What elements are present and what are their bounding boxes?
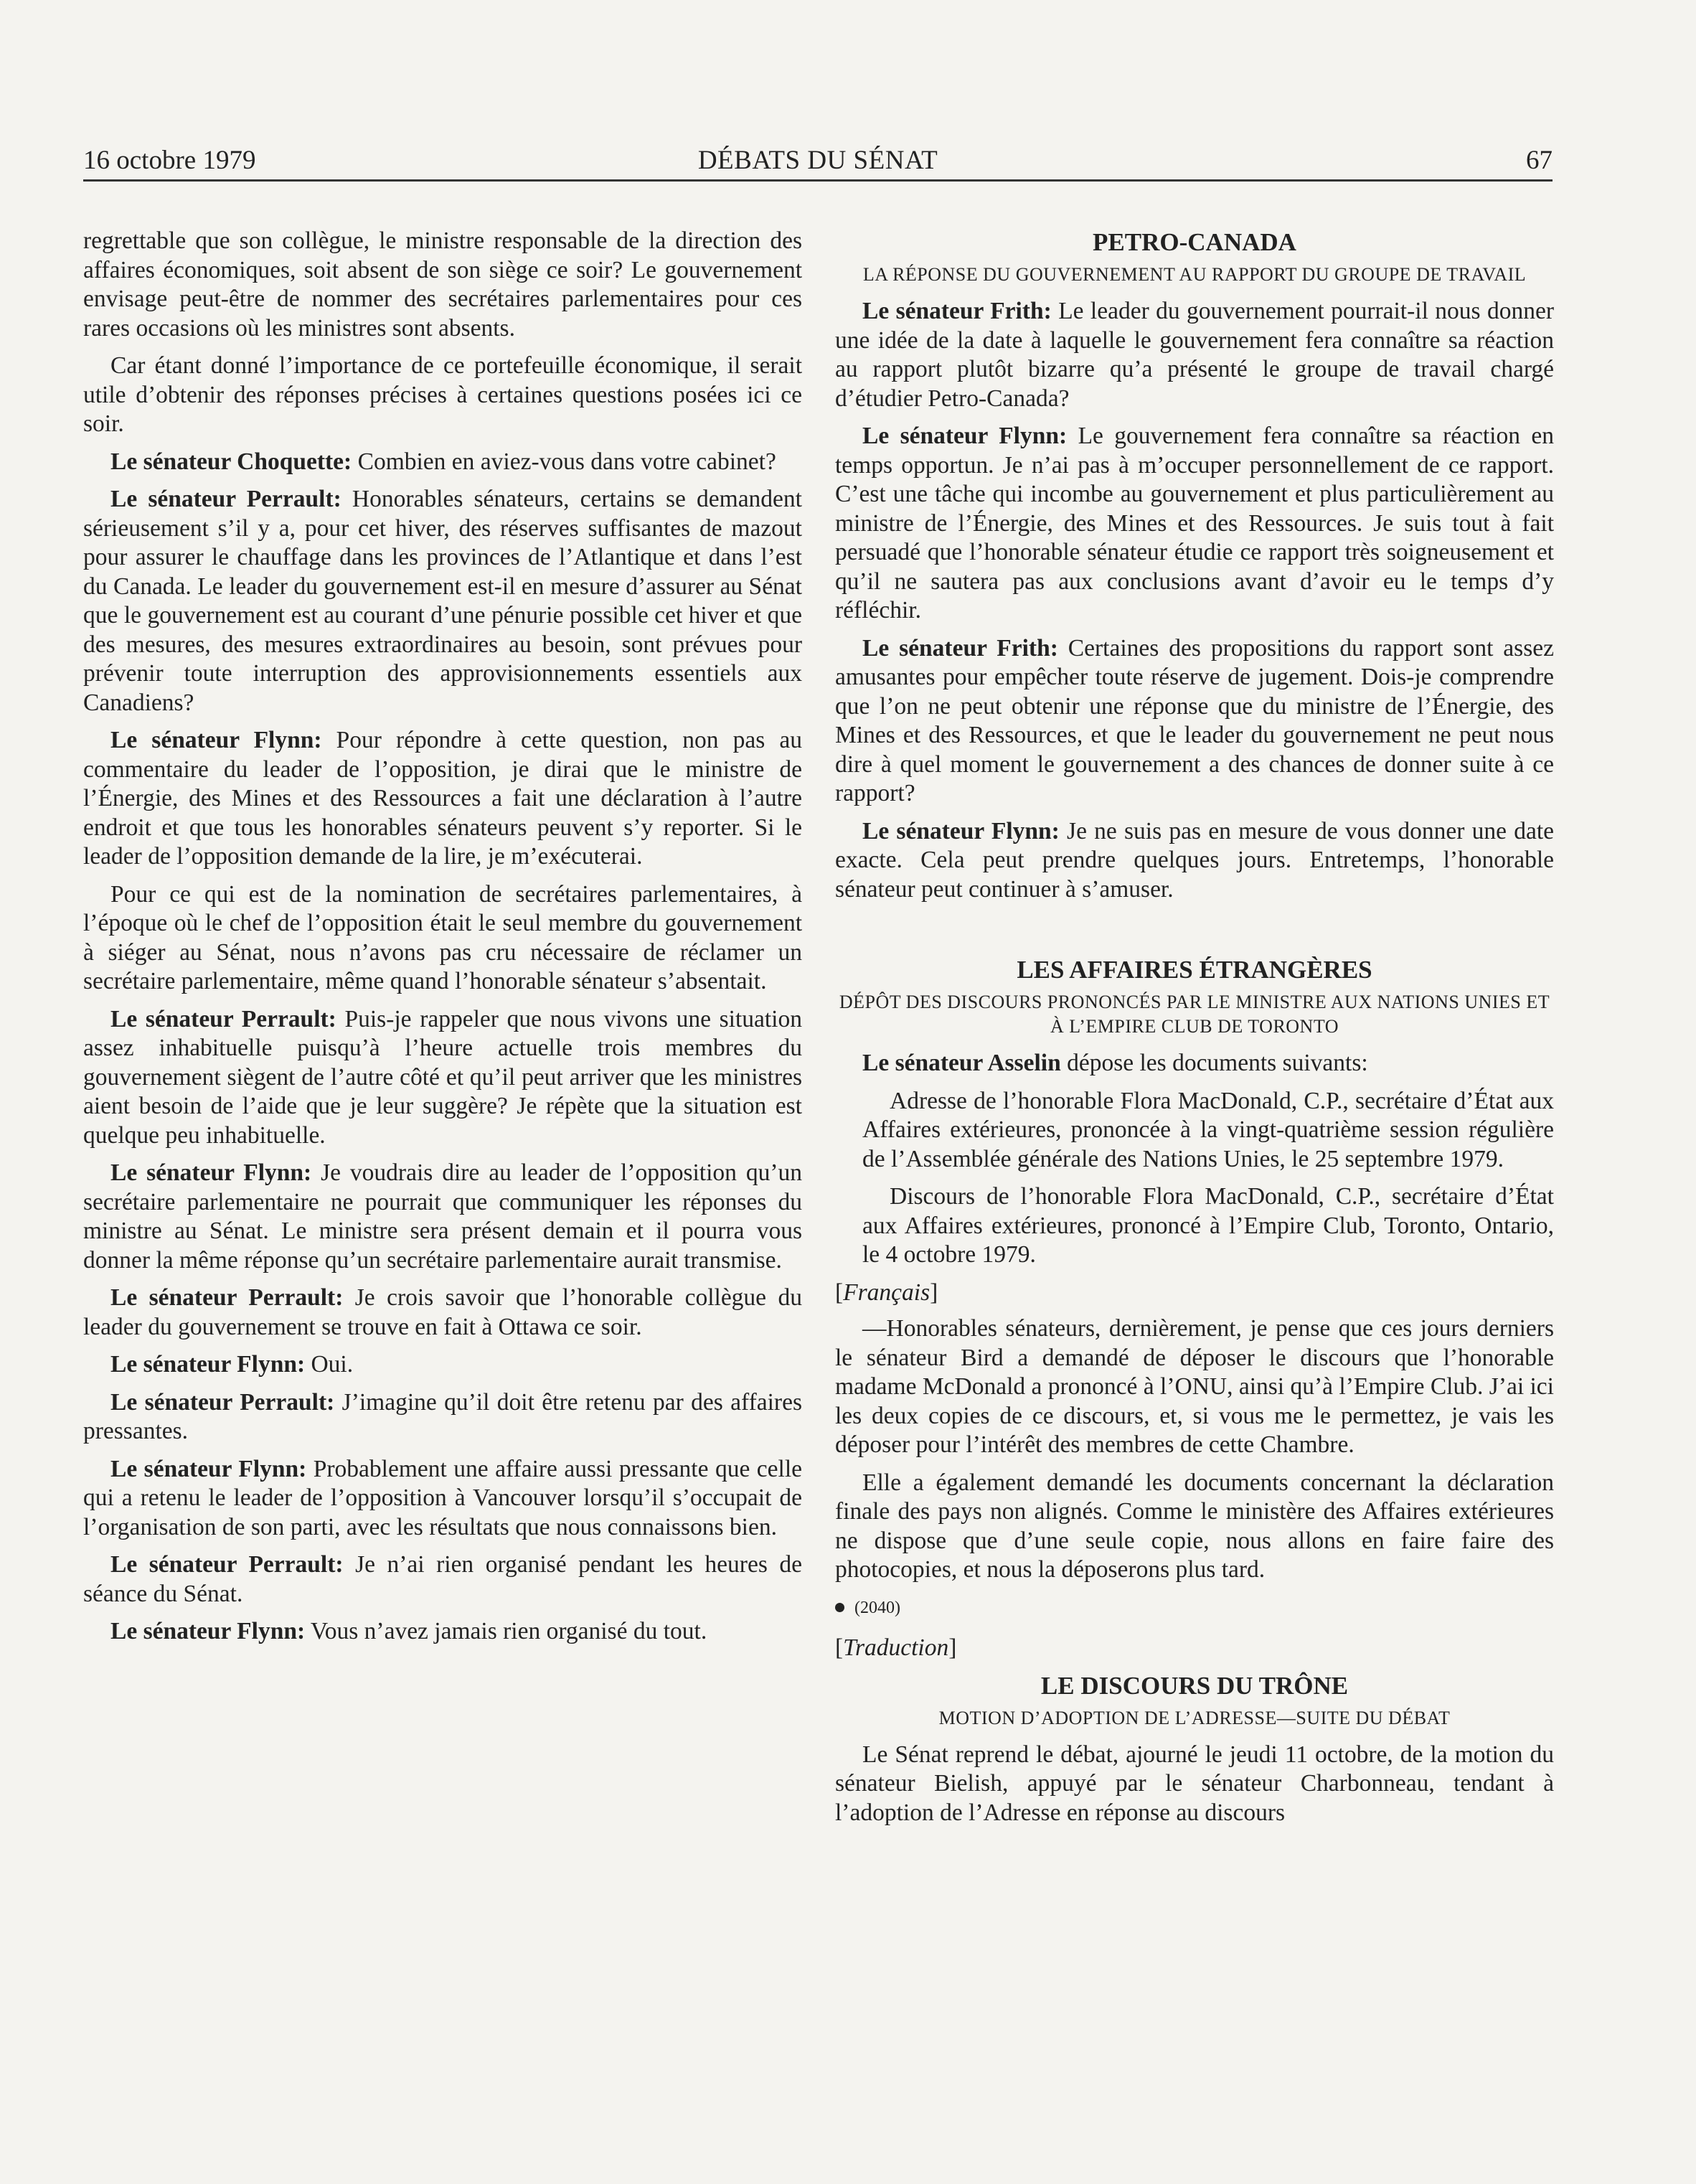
page-header [83,141,1553,182]
speaker-name: Le sénateur Asselin [862,1050,1061,1076]
speaker-name: Le sénateur Flynn: [110,1159,312,1186]
speaker-name: Le sénateur Perrault: [110,1388,335,1416]
paragraph [835,1049,1554,1078]
speech-text: Je voudrais dire au leader de l’opposition qu’un secrétaire parlementaire ne pourrait que communiquer les réponses du ministre au Sénat. Le ministre sera présent demain et il pourra vous donner la même réponse qu’un secrétaire parlementaire aurait transmise. [83,1159,802,1274]
section-title: LE DISCOURS DU TRÔNE [1040,1671,1349,1700]
section-subtitle: DÉPÔT DES DISCOURS PRONONCÉS PAR LE MINISTRE AUX NATIONS UNIES ET À L’EMPIRE CLUB DE TORONTO [839,992,1550,1037]
left-column [83,227,802,1655]
paragraph: Car étant donné l’importance de ce portefeuille économique, il serait utile d’obtenir des réponses précises à certaines questions posées ici ce soir. [83,352,802,437]
paragraph [83,485,802,717]
speech-text: Certaines des propositions du rapport sont assez amusantes pour empêcher toute réserve de jugement. Dois-je comprendre que l’on ne peut obtenir une réponse que du ministre de l’Énergie, des Mines et des Ressources, et que le leader du gouvernement ne peut nous dire à quel moment le gouvernement a des chances de donner suite à ce rapport? [835,634,1554,806]
speech-text: Oui. [305,1351,354,1378]
tabled-document: Discours de l’honorable Flora MacDonald, C.P., secrétaire d’État aux Affaires extérieures, prononcé à l’Empire Club, Toronto, Ontario, le 4 octobre 1979. [862,1183,1554,1268]
section-title: LES AFFAIRES ÉTRANGÈRES [1017,956,1372,984]
paragraph [83,1455,802,1543]
speaker-name: Le sénateur Flynn: [862,423,1068,449]
paragraph [83,448,802,477]
paragraph [83,1159,802,1275]
speech-text: Le gouvernement fera connaître sa réaction en temps opportun. Je n’ai pas à m’occuper personnellement de ce rapport. C’est une tâche qui incombe au gouvernement et plus particulièrement au ministre de l’Énergie, des Mines et des Ressources. Je suis tout à fait persuadé que l’honorable sénateur étudie ce rapport très soigneusement et qu’il ne sautera pas aux conclusions avant d’avoir eu le temps d’y réfléchir. [835,423,1555,623]
header-title: DÉBATS DU SÉNAT [697,146,938,175]
paragraph [83,1550,802,1609]
paragraph [83,1350,802,1380]
paragraph: —Honorables sénateurs, dernièrement, je pense que ces jours derniers le sénateur Bird a demandé de déposer le discours que l’honorable madame McDonald a prononcé à l’ONU, ainsi qu’à l’Empire Club. J’ai ici les deux copies de ce discours, et, si vous me le permettez, je vais les déposer pour l’intérêt des membres de cette Chambre. [835,1315,1554,1458]
speech-text: Honorables sénateurs, certains se demandent sérieusement s’il y a, pour cet hiver, des réserves suffisantes de mazout pour assurer le chauffage dans les provinces de l’Atlantique et dans l’est du Canada. Le leader du gouvernement est-il en mesure d’assurer au Sénat que le gouvernement est au courant d’une pénurie possible cet hiver et que des mesures, des mesures extraordinaires au besoin, sont prévues pour prévenir toute interruption des approvisionnements essentiels aux Canadiens? [83,486,802,716]
paragraph [835,297,1554,413]
speech-text: Je n’ai rien organisé pendant les heures de séance du Sénat. [83,1551,802,1607]
speech-text: Je ne suis pas en mesure de vous donner une date exacte. Cela peut prendre quelques jours. Entretemps, l’honorable sénateur peut continuer à s’amuser. [835,817,1555,903]
speaker-name: Le sénateur Flynn: [110,1618,306,1644]
speech-text: dépose les documents suivants: [1060,1050,1368,1076]
paragraph: Le Sénat reprend le débat, ajourné le jeudi 11 octobre, de la motion du sénateur Bielish, appuyé par le sénateur Charbonneau, tendant à l’adoption de l’Adresse en réponse au discours [835,1741,1554,1826]
speaker-name: Le sénateur Flynn: [862,817,1060,844]
bullet-icon [835,1603,844,1612]
speech-text: Probablement une affaire aussi pressante que celle qui a retenu le leader de l’opposition à Vancouver lorsqu’il s’occupait de l’organisation de son parti, avec les résultats que nous connaissons bien. [83,1455,802,1540]
speaker-name: Le sénateur Choquette: [110,448,352,475]
section-subtitle: MOTION D’ADOPTION DE L’ADRESSE—SUITE DU DÉBAT [938,1707,1451,1728]
paragraph [83,1388,802,1446]
speaker-name: Le sénateur Perrault: [110,486,341,512]
speech-text: Pour répondre à cette question, non pas au commentaire du leader de l’opposition, je dirai que le ministre de l’Énergie, des Mines et des Ressources a fait une déclaration à l’autre endroit et que tous les honorables sénateurs peuvent s’y reporter. Si le leader de l’opposition demande de la lire, je m’exécuterai. [83,727,802,870]
speaker-name: Le sénateur Flynn: [110,1455,307,1482]
section-subtitle: LA RÉPONSE DU GOUVERNEMENT AU RAPPORT DU GROUPE DE TRAVAIL [862,264,1527,285]
language-tag: [Traduction] [835,1634,957,1661]
right-column [835,227,1554,1836]
speech-text: Je crois savoir que l’honorable collègue du leader du gouvernement se trouve en fait à Ottawa ce soir. [83,1284,802,1340]
tabled-document: Adresse de l’honorable Flora MacDonald, C.P., secrétaire d’État aux Affaires extérieures, prononcée à la vingt-quatrième session régulière de l’Assemblée générale des Nations Unies, le 25 septembre 1979. [862,1087,1554,1172]
speech-text: Le leader du gouvernement pourrait-il nous donner une idée de la date à laquelle le gouvernement fera connaître sa réaction au rapport plutôt bizarre qu’a présenté le groupe de travail chargé d’étudier Petro-Canada? [835,298,1554,412]
language-tag: [Français] [835,1279,938,1306]
paragraph: regrettable que son collègue, le ministre responsable de la direction des affaires économiques, soit absent de son siège ce soir? Le gouvernement envisage peut-être de nommer des secrétaires parlementaires pour ces rares occasions où les ministres sont absents. [83,227,802,342]
paragraph [83,1284,802,1342]
speaker-name: Le sénateur Flynn: [110,727,322,753]
paragraph: Elle a également demandé les documents concernant la déclaration finale des pays non alignés. Comme le ministère des Affaires extérieures ne dispose que d’une seule copie, nous allons en faire faire des photocopies, et nous la déposerons plus tard. [835,1469,1554,1583]
speech-text: Combien en aviez-vous dans votre cabinet? [352,448,776,475]
paragraph [83,1617,802,1647]
speaker-name: Le sénateur Frith: [862,634,1058,662]
speaker-name: Le sénateur Perrault: [110,1284,344,1311]
paragraph [83,726,802,872]
paragraph [835,634,1554,809]
speech-text: J’imagine qu’il doit être retenu par des affaires pressantes. [83,1388,802,1444]
page-number: 67 [1526,146,1553,175]
speech-text: Vous n’avez jamais rien organisé du tout. [305,1618,707,1644]
speaker-name: Le sénateur Flynn: [110,1351,306,1378]
paragraph [83,1005,802,1151]
paragraph: Pour ce qui est de la nomination de secrétaires parlementaires, à l’époque où le chef de l’opposition était le seul membre du gouvernement à siéger au Sénat, nous n’avons pas cru nécessaire de réclamer un secrétaire parlementaire, même quand l’honorable sénateur s’absentait. [83,880,802,994]
speech-text: Puis-je rappeler que nous vivons une situation assez inhabituelle puisqu’à l’heure actuelle trois membres du gouvernement siègent de l’autre côté et qu’il peut arriver que les ministres aient besoin de l’aide que je leur suggère? Je répète que la situation est quelque peu inhabituelle. [83,1005,802,1149]
speaker-name: Le sénateur Frith: [862,298,1052,324]
speaker-name: Le sénateur Perrault: [110,1005,336,1032]
section-title: PETRO-CANADA [1093,228,1296,256]
header-date: 16 octobre 1979 [83,146,256,175]
time-marker: (2040) [835,1594,1554,1623]
speaker-name: Le sénateur Perrault: [110,1551,344,1578]
paragraph [835,817,1554,905]
paragraph [835,422,1554,626]
